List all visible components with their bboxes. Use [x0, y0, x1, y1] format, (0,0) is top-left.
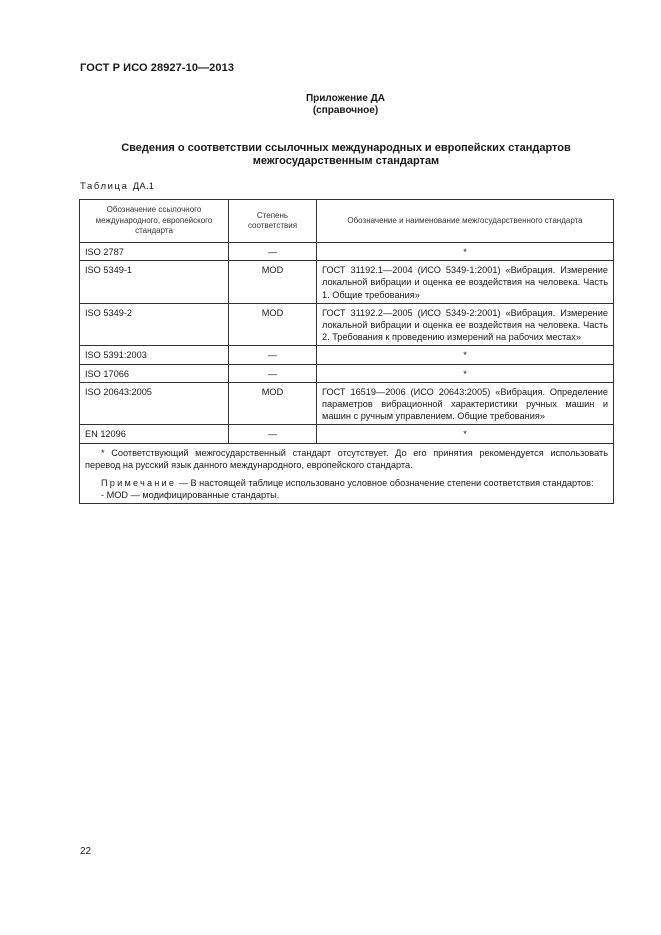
table-label-word: Таблица	[80, 181, 129, 192]
cell-degree: —	[229, 243, 317, 261]
note-list-item: - MOD — модифицированные стандарты.	[101, 490, 280, 501]
cell-national: ГОСТ 31192.1—2004 (ИСО 5349-1:2001) «Вибрация. Измерение локальной вибрации и оценка ее воздействия на человека. Часть 1. Общие требования»	[317, 261, 614, 304]
cell-reference: EN 12096	[80, 425, 229, 443]
cell-national: ГОСТ 16519—2006 (ИСО 20643:2005) «Вибрация. Определение параметров вибрационной характеристики ручных машин и машин с ручным управлением. Общие требования»	[317, 382, 614, 425]
table-notes	[80, 443, 614, 504]
section-title-line-1: Сведения о соответствии ссылочных международных и европейских стандартов	[121, 142, 571, 154]
table-row	[80, 303, 614, 346]
cell-reference: ISO 5391:2003	[80, 346, 229, 364]
cell-degree: —	[229, 364, 317, 382]
header-national-standard: Обозначение и наименование межгосударственного стандарта	[317, 200, 614, 243]
table-row	[80, 364, 614, 382]
note-label: Примечание	[101, 478, 177, 489]
table-notes-row	[80, 443, 614, 504]
cell-reference: ISO 5349-2	[80, 303, 229, 346]
annex-subtitle: (справочное)	[312, 105, 379, 116]
table-row	[80, 425, 614, 443]
table-row	[80, 261, 614, 304]
note	[85, 477, 608, 489]
section-title-line-2: межгосударственным стандартам	[252, 155, 440, 167]
header-reference-standard: Обозначение ссылочного международного, европейского стандарта	[80, 200, 229, 243]
annex-heading	[0, 93, 661, 117]
cell-degree: MOD	[229, 382, 317, 425]
note-text: — В настоящей таблице использовано условное обозначение степени соответствия стандартов:	[178, 478, 594, 489]
cell-reference: ISO 5349-1	[80, 261, 229, 304]
page-number: 22	[80, 846, 92, 857]
document-code: ГОСТ Р ИСО 28927-10—2013	[80, 62, 235, 74]
table-row	[80, 346, 614, 364]
cell-national: *	[317, 425, 614, 443]
cell-degree: MOD	[229, 261, 317, 304]
footnote: * Соответствующий межгосударственный стандарт отсутствует. До его принятия рекомендуется использовать перевод на русский язык данного международного, европейского стандарта.	[85, 447, 608, 470]
header-degree: Степень соответствия	[229, 200, 317, 243]
table-row	[80, 382, 614, 425]
correspondence-table	[79, 199, 614, 504]
annex-title: Приложение ДА	[305, 93, 386, 104]
cell-national: *	[317, 364, 614, 382]
cell-national: *	[317, 346, 614, 364]
cell-reference: ISO 17066	[80, 364, 229, 382]
table-label	[80, 181, 154, 192]
cell-reference: ISO 2787	[80, 243, 229, 261]
cell-degree: —	[229, 425, 317, 443]
cell-degree: MOD	[229, 303, 317, 346]
section-title	[80, 142, 612, 168]
cell-reference: ISO 20643:2005	[80, 382, 229, 425]
table-row	[80, 243, 614, 261]
cell-degree: —	[229, 346, 317, 364]
cell-national: ГОСТ 31192.2—2005 (ИСО 5349-2:2001) «Вибрация. Измерение локальной вибрации и оценка ее воздействия на человека. Часть 2. Требования к проведению измерений на рабочих местах»	[317, 303, 614, 346]
table-header-row	[80, 200, 614, 243]
table-label-number: ДА.1	[132, 181, 155, 192]
cell-national: *	[317, 243, 614, 261]
